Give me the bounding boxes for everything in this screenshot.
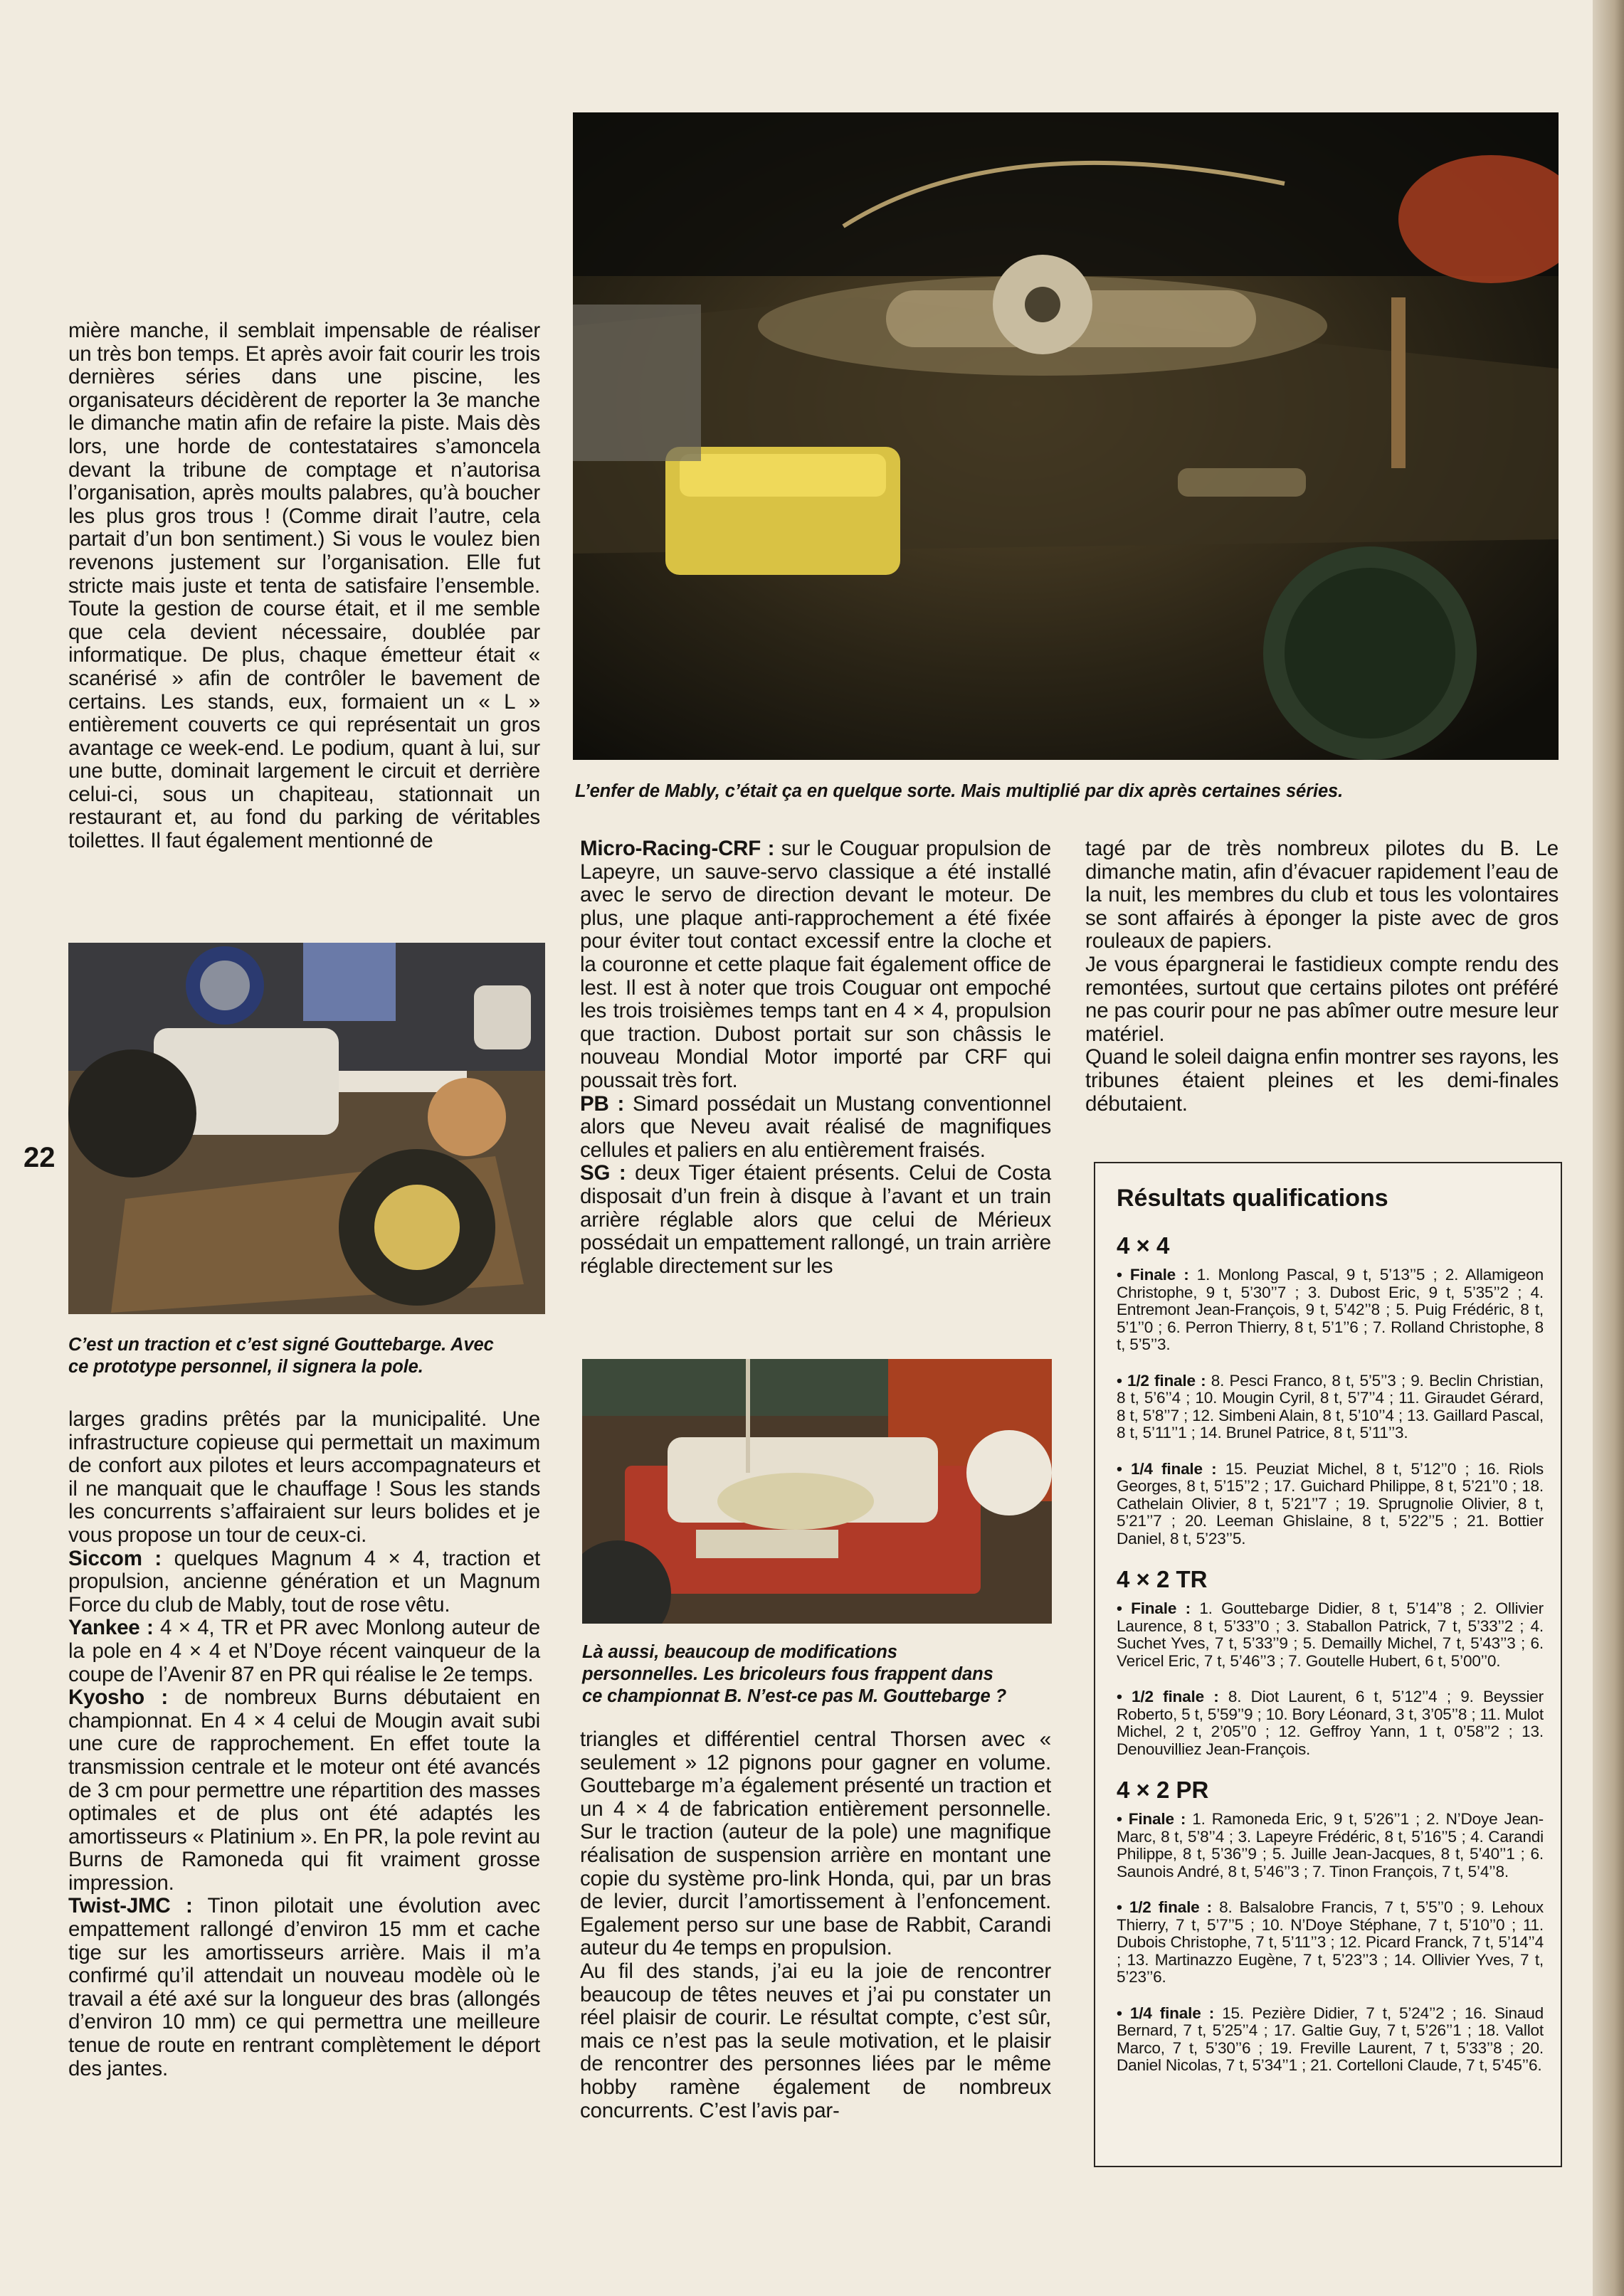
photo-rc-buggy-front [68, 943, 545, 1314]
paragraph: Micro-Racing-CRF : sur le Couguar propulsion de Lapeyre, un sauve-servo classique a été installé avec le servo de direction devant le moteur. De plus, une plaque anti-rapprochement a été fixée pour éviter tout contact excessif entre la cloche et la couronne et cette plaque fait également office de lest. Il est à noter que trois Couguar ont empoché les trois troisièmes temps tant en 4 × 4, propulsion que traction. Dubost portait sur son châssis le nouveau Mondial Motor importé par CRF qui poussait très fort. [580, 837, 1051, 1092]
paragraph: Je vous épargnerai le fastidieux compte rendu des remontées, surtout que certains pilotes ont préféré ne pas courir pour ne pas abîmer outre mesure leur matériel. [1085, 952, 1559, 1046]
column-2-bottom-text [580, 1728, 1051, 2122]
page-edge-shadow [1593, 0, 1624, 2296]
left-photo-caption [68, 1334, 552, 1378]
photo-rc-car-engine-mud [573, 112, 1559, 760]
results-title: Résultats qualifications [1117, 1185, 1388, 1212]
column-1-top-text [68, 319, 540, 853]
results-entry: • 1/2 finale : 8. Pesci Franco, 8 t, 5’5’’3 ; 9. Beclin Christian, 8 t, 5’6’’4 ; 10. Mougin Cyril, 8 t, 5’7’’4 ; 11. Giraudet Gérard, 8 t, 5’8’’7 ; 12. Simbeni Alain, 8 t, 5’10’’4 ; 13. Gaillard Pascal, 8 t, 5’11’’1 ; 14. Brunel Patrice, 8 t, 5’11’’3. [1117, 1371, 1544, 1441]
column-1-bottom-text [68, 1408, 540, 2080]
results-entry: • 1/2 finale : 8. Balsalobre Francis, 7 t, 5’5’’0 ; 9. Lehoux Thierry, 7 t, 5’7’’5 ; 10. N’Doye Stéphane, 7 t, 5’10’’0 ; 11. Dubois Christophe, 7 t, 5’11’’3 ; 12. Picard Franck, 7 t, 5’14’’4 ; 13. Martinazzo Eugène, 7 t, 5’23’’3 ; 14. Ollivier Yves, 7 t, 5’23’’6. [1117, 1898, 1544, 1986]
paragraph: Quand le soleil daigna enfin montrer ses rayons, les tribunes étaient pleines et les demi-finales débutaient. [1085, 1045, 1559, 1116]
paragraph: larges gradins prêtés par la municipalité. Une infrastructure copieuse qui permettait un maximum de confort aux pilotes et leurs accompagnateurs et il ne manquait que le chauffage ! Sous les stands les concurrents s’affairaient sur leurs bolides et je vous propose un tour de ceux-ci. [68, 1407, 540, 1547]
results-section-heading: 4 × 2 TR [1117, 1566, 1208, 1592]
paragraph: SG : deux Tiger étaient présents. Celui de Costa disposait d’un frein à disque à l’avant et un train arrière réglable alors que celui de Mérieux possédait un empattement rallongé, un train arrière réglable directement sur les [580, 1161, 1052, 1278]
paragraph: Twist-JMC : Tinon pilotait une évolution avec empattement rallongé d’environ 15 mm et cache tige sur les amortisseurs arrière. Mais il m’a confirmé qu’il attendait un nouveau modèle où le travail a été axé sur la longueur des bras (allongés d’environ 10 mm) ce qui permettra une meilleure tenue de route en rentrant complètement le déport des jantes. [68, 1894, 540, 2080]
caption-line: ce championnat B. N’est-ce pas M. Gouttebarge ? [582, 1686, 1007, 1706]
paragraph: Siccom : quelques Magnum 4 × 4, traction et propulsion, ancienne génération et un Magnum Force du club de Mably, tout de rose vêtu. [68, 1546, 541, 1617]
results-entry: • 1/4 finale : 15. Pezière Didier, 7 t, 5’24’’2 ; 16. Sinaud Bernard, 7 t, 5’25’’4 ; 17. Galtie Guy, 7 t, 5’26’’1 ; 18. Vallot Marco, 7 t, 5’30’’6 ; 19. Freville Laurent, 7 t, 5’33’’8 ; 20. Daniel Nicolas, 7 t, 5’34’’1 ; 21. Cortelloni Claude, 7 t, 5’45’’6. [1117, 2004, 1544, 2074]
results-entry: • 1/2 finale : 8. Diot Laurent, 6 t, 5’12’’4 ; 9. Beyssier Roberto, 5 t, 5’59’’9 ; 10. Bory Léonard, 3 t, 3’05’’8 ; 11. Mulot Michel, 2 t, 2’05’’0 ; 12. Geffroy Yann, 1 t, 0’58’’2 ; 13. Denouvilliez Jean-François. [1117, 1688, 1544, 1758]
paragraph: triangles et différentiel central Thorsen avec « seulement » 12 pignons pour gagner en volume. Gouttebarge m’a également présenté un traction et un 4 × 4 de fabrication entièrement personnelle. Sur le traction (auteur de la pole) une magnifique réalisation de suspension arrière en montant une copie du système pro-link Honda, qui, par un bras de levier, durcit l’amortissement à l’enfoncement. Egalement perso sur une base de Rabbit, Carandi auteur du 4e temps en propulsion. [580, 1728, 1051, 1960]
results-box [1094, 1162, 1562, 2167]
paragraph: Au fil des stands, j’ai eu la joie de rencontrer beaucoup de têtes neuves et j’ai pu constater un réel plaisir de courir. Le résultat compte, c’est sûr, mais ce n’est pas la seule motivation, et le plaisir de rencontrer des personnes liées par le même hobby ramène également de nombreux concurrents. C’est l’avis par- [580, 1959, 1051, 2122]
results-section-heading: 4 × 2 PR [1117, 1777, 1209, 1803]
paragraph: Yankee : 4 × 4, TR et PR avec Monlong auteur de la pole en 4 × 4 et N’Doye récent vainqueur de la coupe de l’Avenir 87 en PR qui réalise le 2e temps. [68, 1616, 540, 1686]
page-number: 22 [23, 1142, 56, 1173]
caption-line: personnelles. Les bricoleurs fous frappent dans [582, 1664, 993, 1684]
column-3-text [1085, 837, 1559, 1116]
results-entry: • 1/4 finale : 15. Peuziat Michel, 8 t, 5’12’’0 ; 16. Riols Georges, 8 t, 5’15’’2 ; 17. Guichard Philippe, 8 t, 5’21’’0 ; 18. Cathelain Olivier, 8 t, 5’21’’7 ; 19. Sprugnolie Olivier, 8 t, 5’21’’7 ; 20. Leeman Ghislaine, 8 t, 5’22’’5 ; 21. Bottier Daniel, 8 t, 5’23’’5. [1117, 1459, 1544, 1548]
caption-line: C’est un traction et c’est signé Gouttebarge. Avec [68, 1335, 494, 1355]
caption-line: ce prototype personnel, il signera la pole. [68, 1357, 423, 1377]
top-photo-caption: L’enfer de Mably, c’était ça en quelque sorte. Mais multiplié par dix après certaines séries. [575, 781, 1344, 801]
paragraph: Kyosho : de nombreux Burns débutaient en championnat. En 4 × 4 celui de Mougin avait subi une cure de rapprochement. En effet toute la transmission centrale et le moteur ont été avancés de 3 cm pour permettre une répartition des masses optimales et de plus ont été adaptés les amortisseurs « Platinium ». En PR, la pole revint au Burns de Ramoneda qui fit vraiment grosse impression. [68, 1686, 540, 1895]
results-entry: • Finale : 1. Gouttebarge Didier, 8 t, 5’14’’8 ; 2. Ollivier Laurence, 8 t, 5’33’’0 ; 3. Staballon Patrick, 7 t, 5’33’’2 ; 4. Suchet Yves, 7 t, 5’33’’9 ; 5. Demailly Michel, 7 t, 5’43’’3 ; 6. Vericel Eric, 7 t, 5’46’’3 ; 7. Goutelle Hubert, 6 t, 5’00’’0. [1117, 1599, 1544, 1670]
results-entry: • Finale : 1. Monlong Pascal, 9 t, 5’13’’5 ; 2. Allamigeon Christophe, 9 t, 5’30’’7 ; 3. Dubost Eric, 9 t, 5’35’’2 ; 4. Entremont Jean-François, 9 t, 5’42’’8 ; 5. Puig Frédéric, 8 t, 5’1’’0 ; 6. Perron Thierry, 8 t, 5’1’’6 ; 7. Rolland Christophe, 8 t, 5’5’’3. [1117, 1266, 1544, 1353]
paragraph: PB : Simard possédait un Mustang conventionnel alors que Neveu avait réalisé de magnifiques cellules et paliers en alu entièrement fraisés. [580, 1091, 1052, 1162]
paragraph: tagé par de très nombreux pilotes du B. Le dimanche matin, afin d’évacuer rapidement l’eau de la nuit, les membres du club et tous les volontaires se sont affairés à éponger la piste avec de gros rouleaux de papiers. [1085, 837, 1559, 953]
caption-line: Là aussi, beaucoup de modifications [582, 1642, 897, 1662]
results-entry: • Finale : 1. Ramoneda Eric, 9 t, 5’26’’1 ; 2. N’Doye Jean-Marc, 8 t, 5’8’’4 ; 3. Lapeyre Frédéric, 8 t, 5’16’’5 ; 4. Carandi Philippe, 8 t, 5’36’’9 ; 5. Juille Jean-Jacques, 8 t, 5’40’’1 ; 6. Saunois André, 8 t, 5’46’’3 ; 7. Tinon François, 7 t, 5’4’’8. [1117, 1810, 1544, 1880]
column-2-top-text [580, 837, 1051, 1278]
paragraph: mière manche, il semblait impensable de réaliser un très bon temps. Et après avoir fait courir les trois dernières séries dans une piscine, les organisateurs décidèrent de reporter la 3e manche le dimanche matin afin de refaire la piste. Mais dès lors, une horde de contestataires s’amoncela devant la tribune de comptage et n’autorisa l’organisation, après moults palabres, qu’à boucher les plus gros trous ! (Comme dirait l’autre, cela partait d’un bon sentiment.) Si vous le voulez bien revenons justement sur l’organisation. Elle fut stricte mais juste et tenta de satisfaire l’ensemble. Toute la gestion de course était, et il me semble que cela devient nécessaire, doublée par informatique. De plus, chaque émetteur était « scanérisé » afin de contrôler le bavement de certains. Les stands, eux, formaient un « L » entièrement couverts ce qui représentait un gros avantage ce week-end. Le podium, quant à lui, sur une butte, dominait largement le circuit et derrière celui-ci, sous un chapiteau, stationnait un restaurant et, au fond du parking de véritables toilettes. Il faut également mentionné de [68, 319, 540, 853]
results-section-heading: 4 × 4 [1117, 1232, 1170, 1259]
photo-rc-buggy-chassis [582, 1359, 1052, 1624]
middle-photo-caption [582, 1641, 1066, 1708]
